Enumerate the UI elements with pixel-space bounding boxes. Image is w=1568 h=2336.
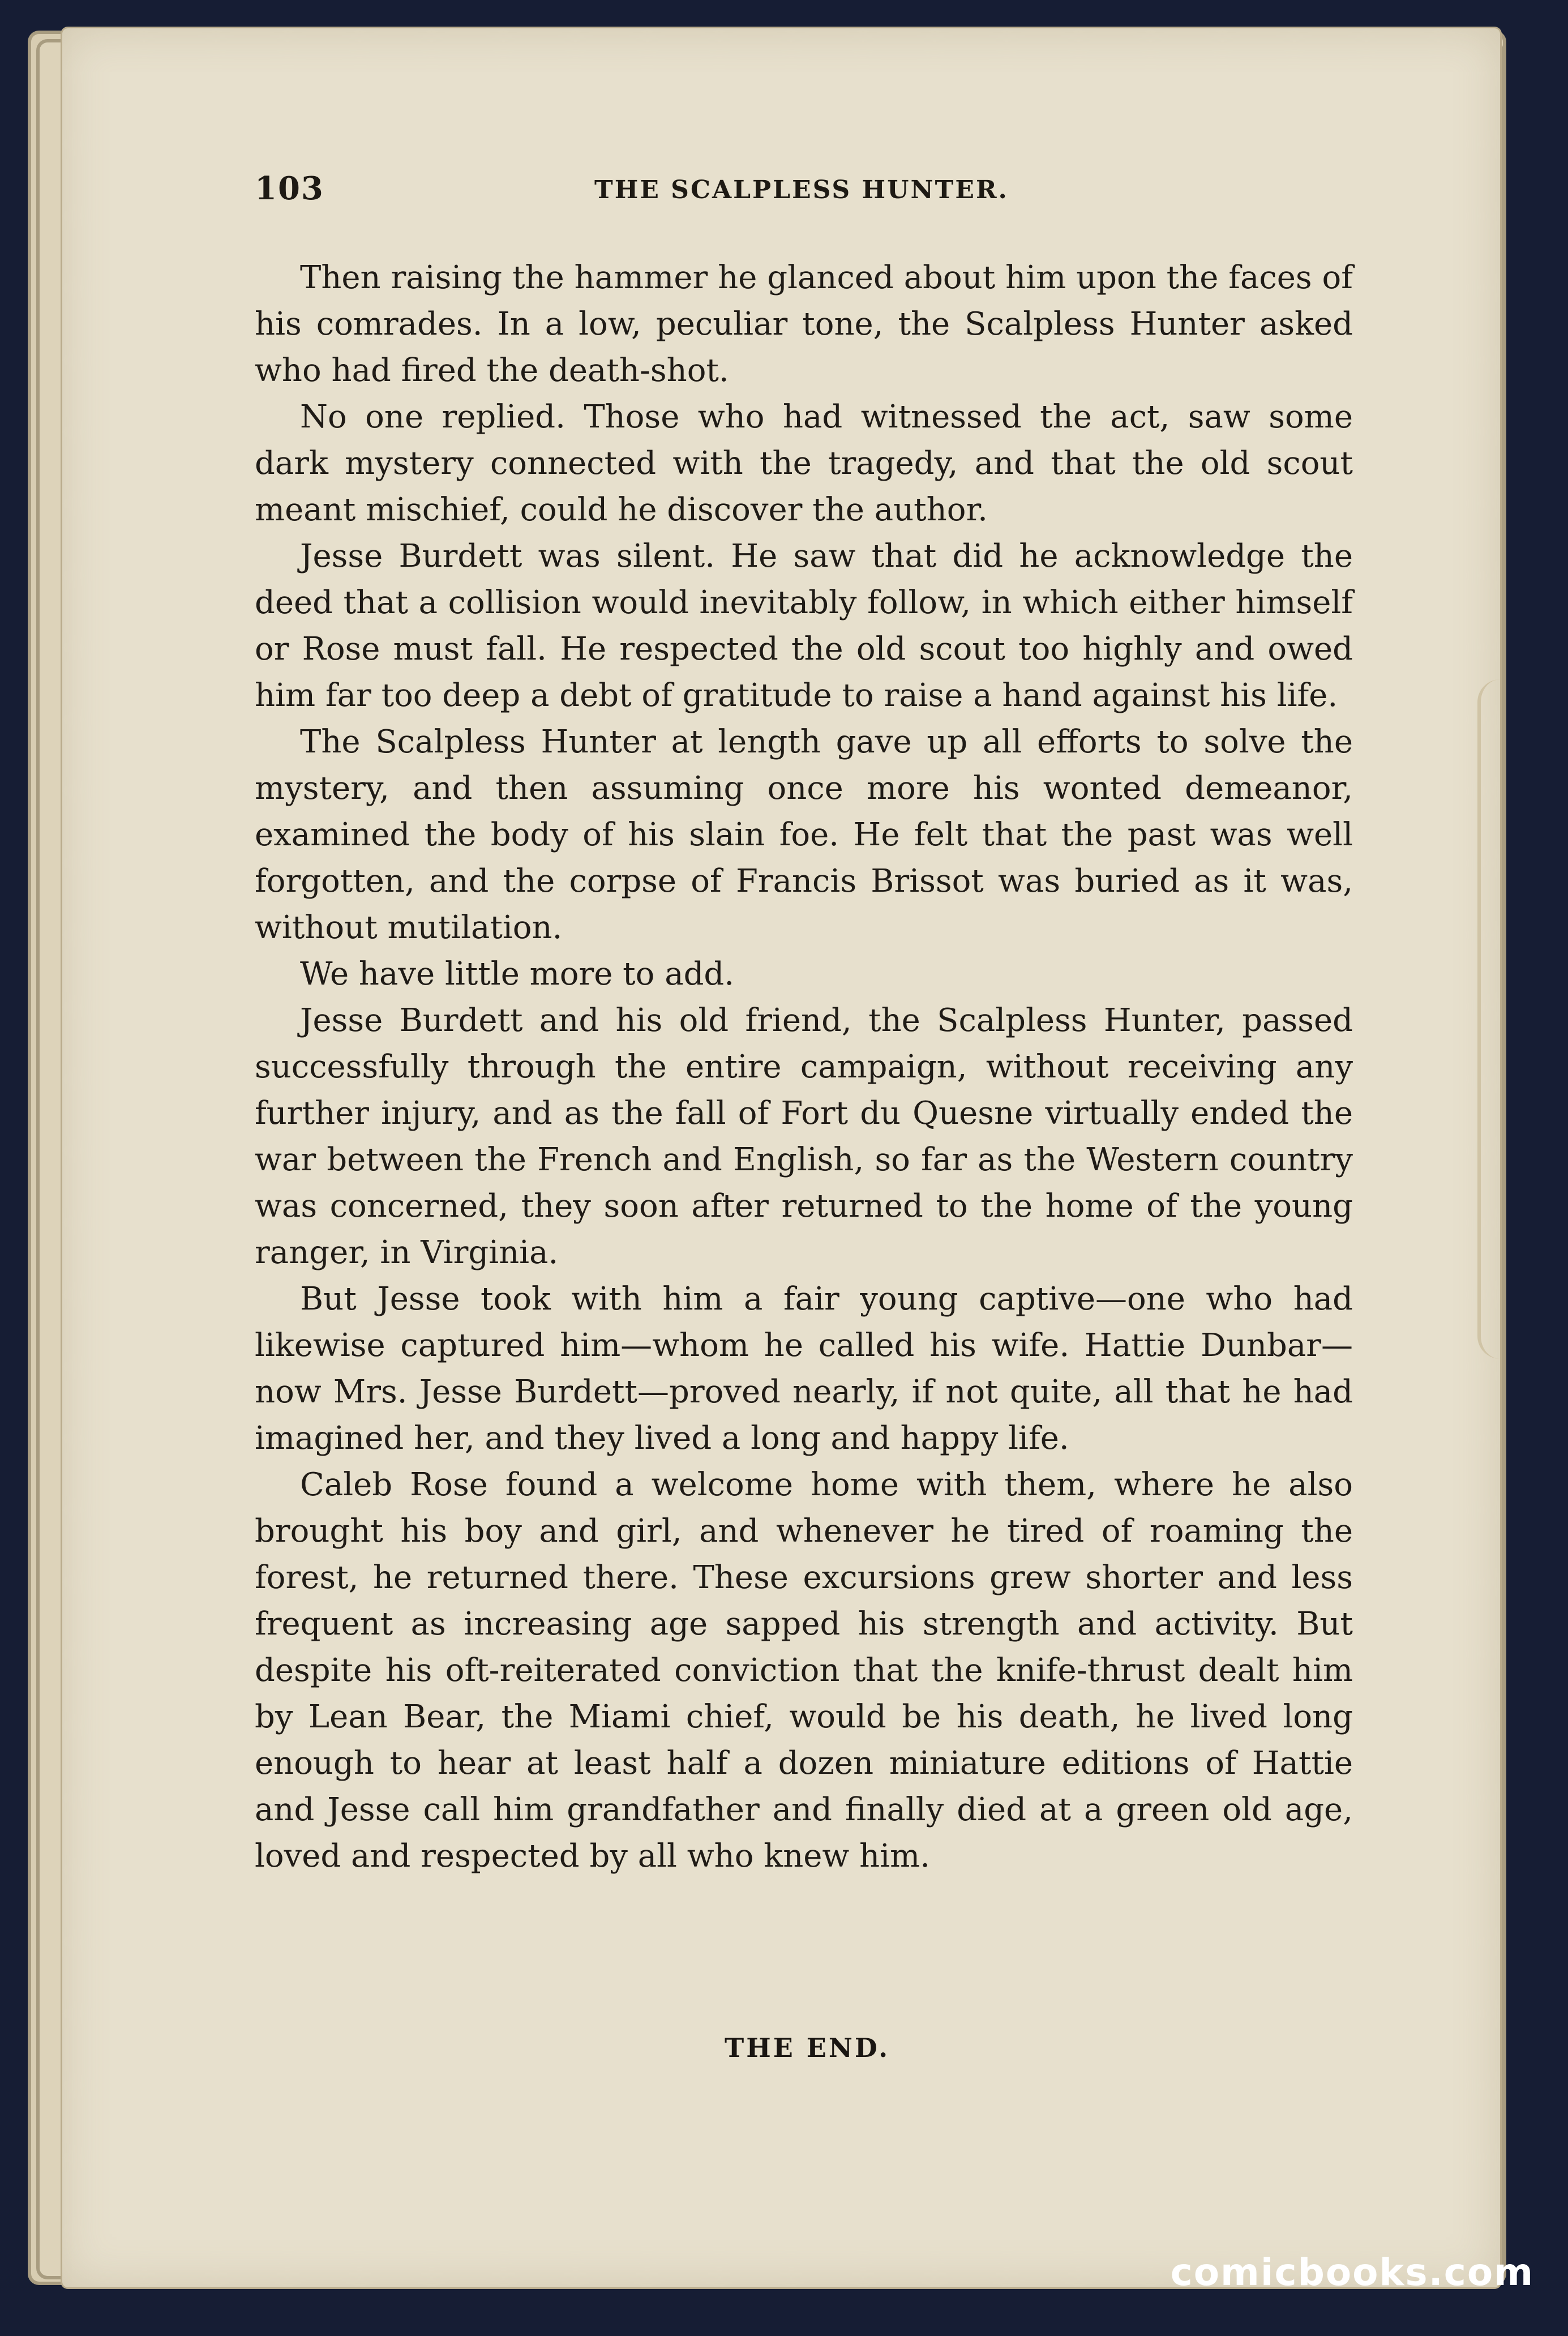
page-number: 103 [255,170,324,207]
paragraph: But Jesse took with him a fair young captive—one who had likewise captured him—whom he called his wife. Hattie Dunbar—now Mrs. Jesse Burdett—proved nearly, if not quite, all that he had imagined her, and they lived a long and happy life. [255,1281,1353,1457]
running-title: THE SCALPLESS HUNTER. [594,176,1009,204]
paragraph: We have little more to add. [300,956,735,992]
paragraph: No one replied. Those who had witnessed the act, saw some dark mystery connected with the tragedy, and that the old scout meant mischief, could he discover the author. [255,399,1353,528]
page-header [255,170,1359,215]
paragraph: Jesse Burdett was silent. He saw that did he acknowledge the deed that a collision would inevitably follow, in which either himself or Rose must fall. He respected the old scout too highly and owed him far too deep a debt of gratitude to raise a hand against his life. [255,538,1353,714]
paragraph: Then raising the hammer he glanced about him upon the faces of his comrades. In a low, peculiar tone, the Scalpless Hunter asked who had fired the death-shot. [255,259,1353,389]
paragraph: Caleb Rose found a welcome home with them, where he also brought his boy and girl, and whenever he tired of roaming the forest, he returned there. These excursions grew shorter and less frequent as increasing age sapped his strength and activity. But despite his oft-reiterated conviction that the knife-thrust dealt him by Lean Bear, the Miami chief, would be his death, he lived long enough to hear at least half a dozen miniature editions of Hattie and Jesse call him grandfather and finally died at a green old age, loved and respected by all who knew him. [255,1466,1353,1875]
paragraph: Jesse Burdett and his old friend, the Scalpless Hunter, passed successfully through the entire campaign, without receiving any further injury, and as the fall of Fort du Quesne virtually ended the war between the French and English, so far as the Western country was concerned, they soon after returned to the home of the young ranger, in Virginia. [255,1002,1353,1271]
body-text [255,255,1353,1880]
the-end: THE END. [725,2033,890,2063]
paragraph: The Scalpless Hunter at length gave up all efforts to solve the mystery, and then assuming once more his wonted demeanor, examined the body of his slain foe. He felt that the past was well forgotten, and the corpse of Francis Brissot was buried as it was, without mutilation. [255,724,1353,946]
watermark: comicbooks.com [1170,2251,1534,2294]
binding-thread [1477,679,1532,1359]
